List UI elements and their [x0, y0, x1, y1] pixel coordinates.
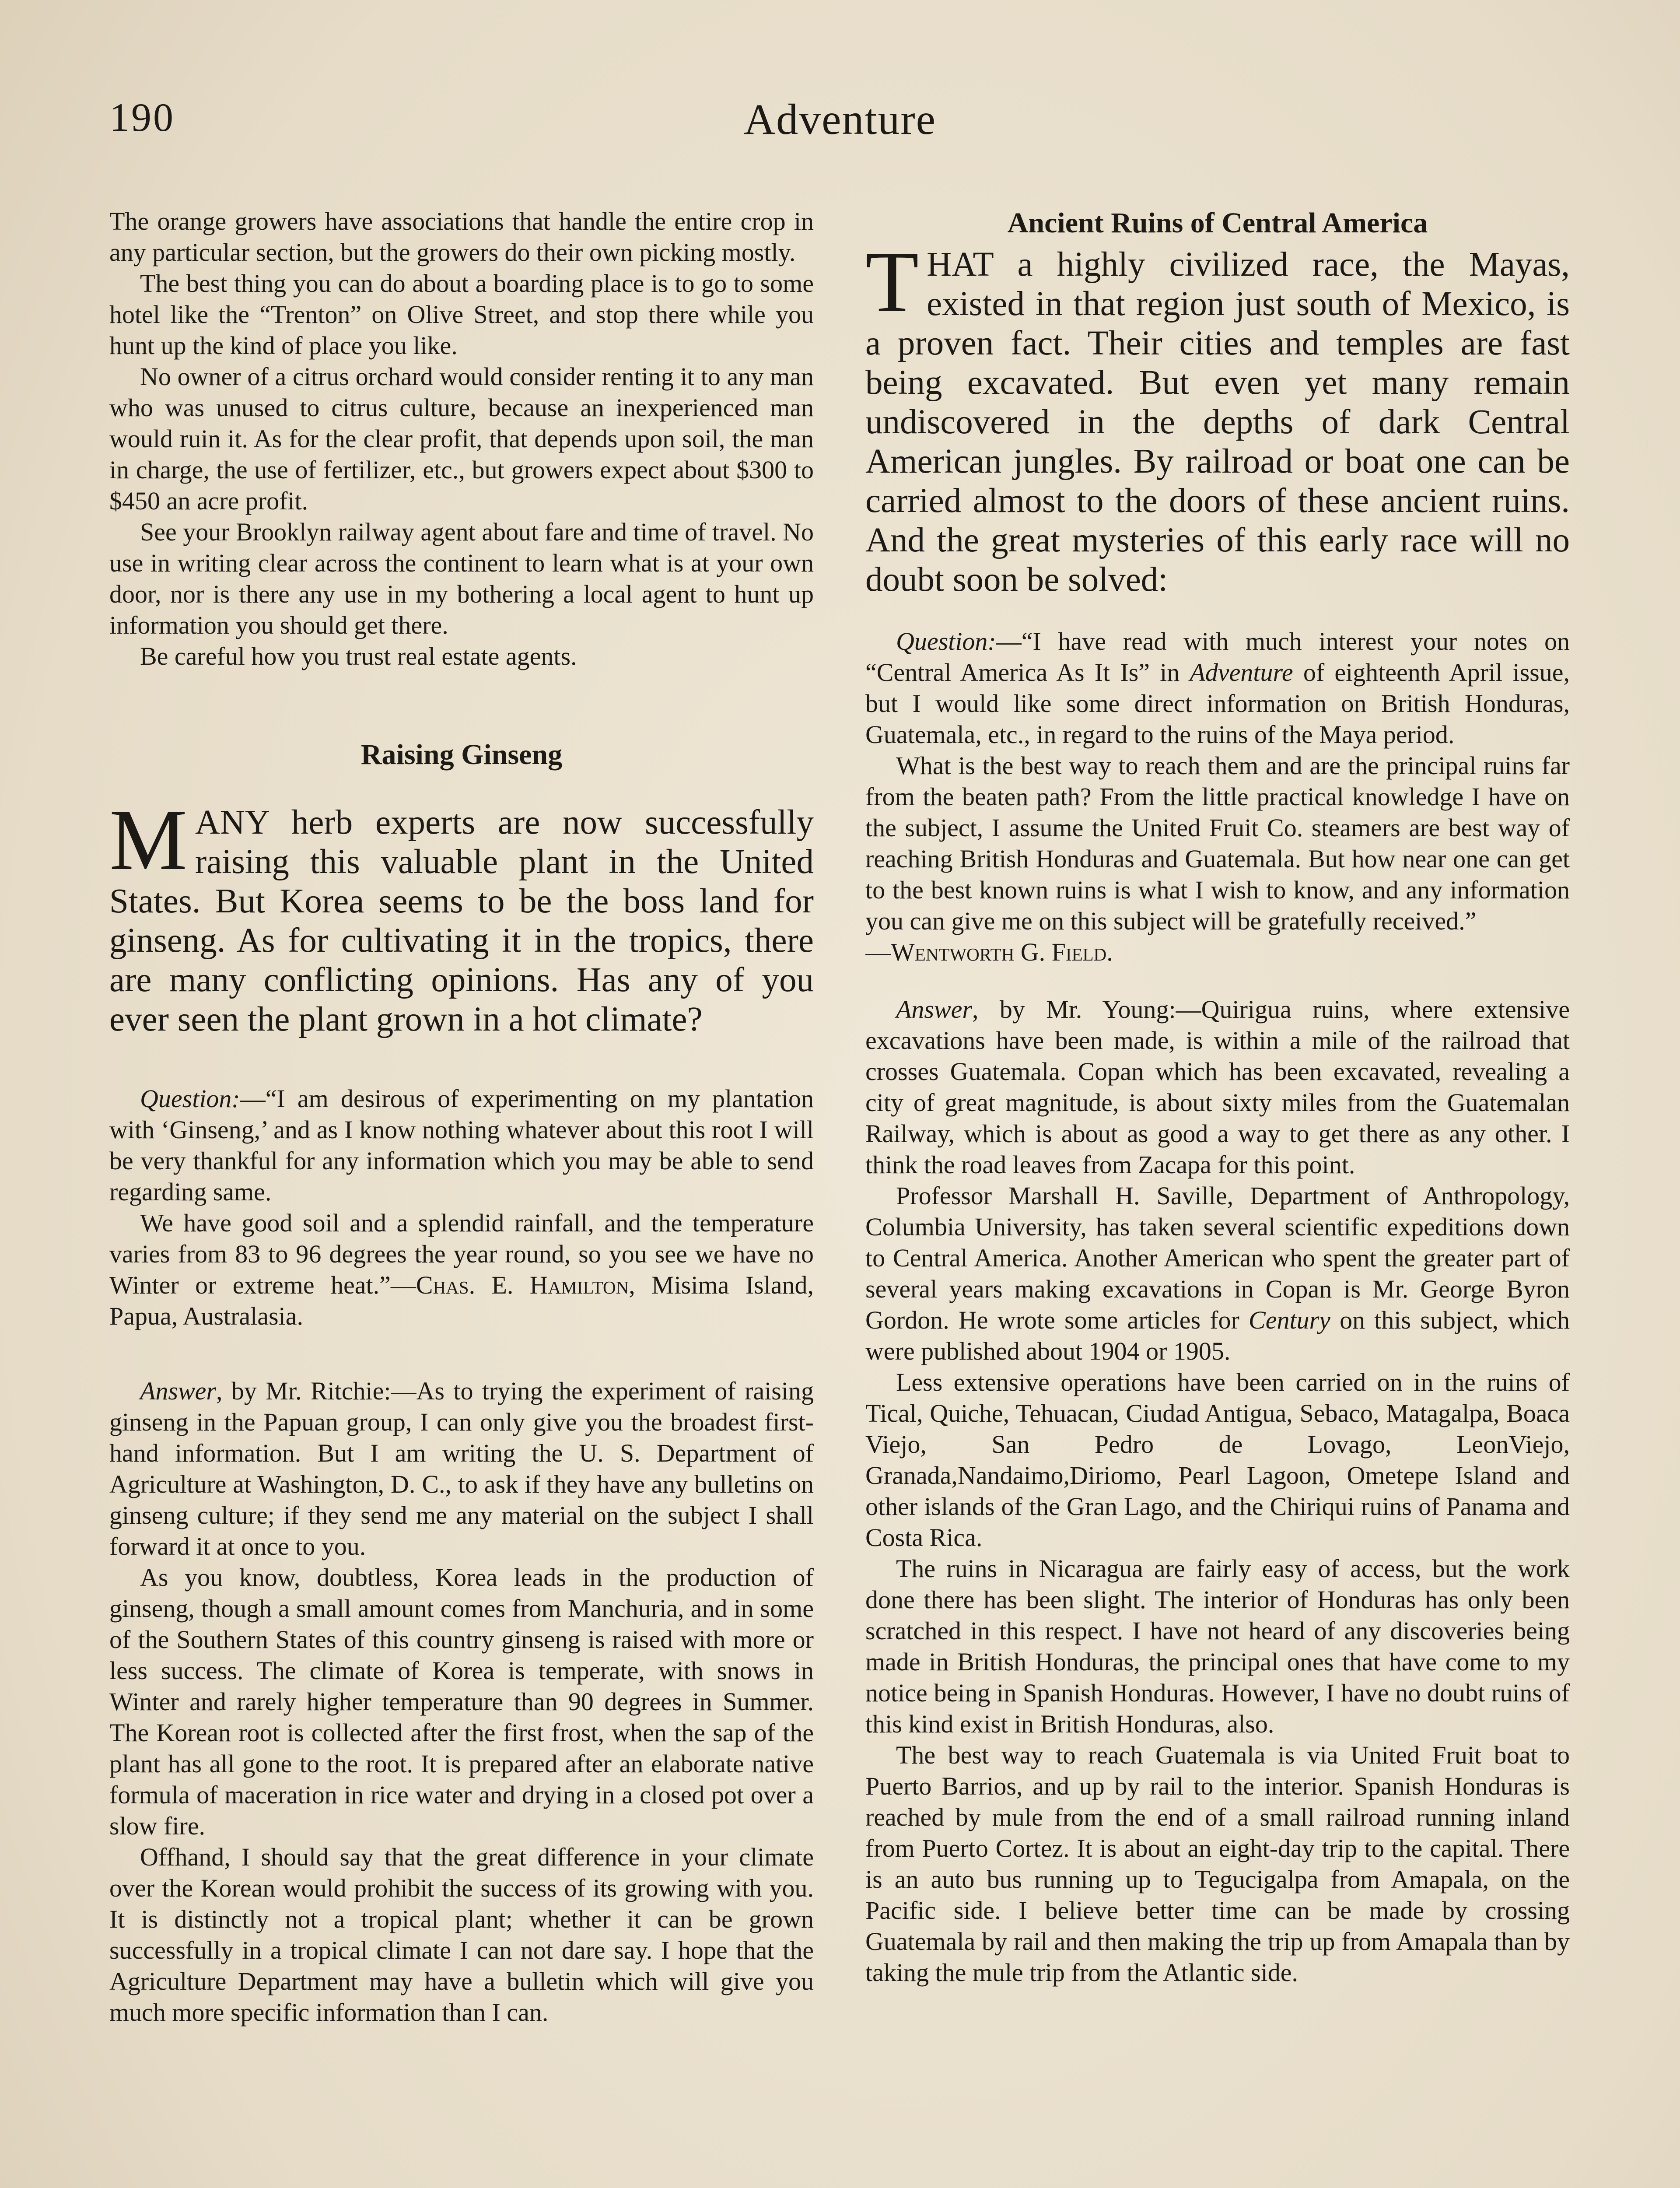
- drop-cap: T: [865, 234, 919, 330]
- answer-text: , by Mr. Young:—Quirigua ruins, where extensive excavations have been made, is within a mile of the railroad that crosses Guatemala. Copan which has been excavated, revealing a city of great magnitude, is about sixty miles from the Guatemalan Railway, which is about as good a way to get there as any other. I think the road leaves from Zacapa for this point.: [865, 995, 1570, 1179]
- answer-paragraph: [865, 1180, 1570, 1367]
- question-label: Question:: [140, 1084, 240, 1113]
- question-paragraph: [865, 626, 1570, 750]
- magazine-title: Adventure: [1190, 658, 1293, 687]
- answer-paragraph: [109, 1375, 814, 1562]
- question-label: Question:: [896, 627, 996, 656]
- answer-label: Answer: [896, 995, 972, 1024]
- paragraph: No owner of a citrus orchard would consider renting it to any man who was unused to citrus culture, because an inexperienced man would ruin it. As for the clear profit, that depends upon soil, the man in charge, the use of fertilizer, etc., but growers expect about $300 to $450 an acre profit.: [109, 362, 814, 515]
- left-column: [109, 206, 814, 2188]
- intro-text: ANY herb experts are now successfully raising this valuable plant in the United States. But Korea seems to be the boss land for ginseng. As for cultivating it in the tropics, there are many conflicting opinions. Has any of you ever seen the plant grown in a hot climate?: [109, 803, 814, 1038]
- answer-text: , by Mr. Ritchie:—As to trying the experiment of raising ginseng in the Papuan group, I can only give you the broadest first-hand information. But I am writing the U. S. Department of Agriculture at Washington, D. C., to ask if they have any bulletins on ginseng culture; if they send me any material on the subject I shall forward it at once to you.: [109, 1377, 814, 1560]
- drop-cap: M: [109, 792, 187, 888]
- question-paragraph: [109, 1207, 814, 1332]
- question-signature: —Wentworth G. Field.: [865, 938, 1113, 966]
- answer-paragraph: The best way to reach Guatemala is via United Fruit boat to Puerto Barrios, and up by rail to the interior. Spanish Honduras is reached by mule from the end of a small railroad running inland from Puerto Cortez. It is about an eight-day trip to the capital. There is an auto bus running up to Tegucigalpa from Amapala, on the Pacific side. I believe better time can be made by crossing Guatemala by rail and then making the trip up from Amapala than by taking the mule trip from the Atlantic side.: [865, 1741, 1570, 1987]
- section-title-ruins: Ancient Ruins of Central America: [1007, 207, 1428, 239]
- paragraph: See your Brooklyn railway agent about fare and time of travel. No use in writing clear across the continent to learn what is at your own door, nor is there any use in my bothering a local agent to hunt up information you should get there.: [109, 518, 814, 639]
- answer-paragraph: [865, 994, 1570, 1180]
- question-text: We have good soil and a splendid rainfall, and the temperature varies from 83 to 96 degrees the year round, so you see we have no Winter or extreme heat.”—: [109, 1209, 814, 1299]
- question-paragraph: What is the best way to reach them and are the principal ruins far from the beaten path? From the little practical knowledge I have on the subject, I assume the United Fruit Co. steamers are best way of reaching British Honduras and Guatemala. But how near one can get to the best known ruins is what I wish to know, and any information you can give me on this subject will be gratefully received.”: [865, 751, 1570, 935]
- paragraph: Be careful how you trust real estate agents.: [140, 642, 577, 670]
- paragraph: The orange growers have associations that handle the entire crop in any particular section, but the growers do their own picking mostly.: [109, 207, 814, 266]
- question-location: , Misima Island, Papua, Australasia.: [109, 1271, 814, 1330]
- section-intro: [109, 792, 814, 1039]
- question-text: of eighteenth April issue, but I would like some direct information on British Honduras, Guatemala, etc., in regard to the ruins of the Maya period.: [865, 658, 1570, 749]
- answer-text: on this subject, which were published about 1904 or 1905.: [865, 1306, 1570, 1365]
- running-title: Adventure: [743, 95, 937, 144]
- magazine-title: Century: [1249, 1306, 1330, 1334]
- section-intro: [865, 234, 1570, 600]
- intro-text: HAT a highly civilized race, the Mayas, existed in that region just south of Mexico, is a proven fact. Their cities and temples are fast being excavated. But even yet many remain undiscovered in the depths of dark Central American jungles. By railroad or boat one can be carried almost to the doors of these ancient ruins. And the great mysteries of this early race will no doubt soon be solved:: [865, 245, 1570, 599]
- answer-text: Professor Marshall H. Saville, Department of Anthropology, Columbia University, has taken several scientific expeditions down to Central America. Another American who spent the greater part of several years making excavations in Copan is Mr. George Byron Gordon. He wrote some articles for: [865, 1182, 1570, 1334]
- article-columns: [109, 206, 1571, 2188]
- question-text: —“I am desirous of experimenting on my plantation with ‘Ginseng,’ and as I know nothing whatever about this root I will be very thankful for any information which you may be able to send regarding same.: [109, 1084, 814, 1206]
- question-text: —“I have read with much interest your notes on “Central America As It Is” in: [865, 627, 1570, 687]
- question-paragraph: [109, 1083, 814, 1207]
- page-header: [109, 94, 1571, 147]
- answer-paragraph: The ruins in Nicaragua are fairly easy of access, but the work done there has been slight. The interior of Honduras has only been scratched in this respect. I have not heard of any discoveries being made in British Honduras, the principal ones that have come to my notice being in Spanish Honduras. However, I have no doubt ruins of this kind exist in British Honduras, also.: [865, 1554, 1570, 1738]
- page-number: 190: [109, 95, 175, 140]
- section-title-ginseng: Raising Ginseng: [360, 739, 563, 771]
- question-signature: Chas. E. Hamilton: [416, 1271, 629, 1299]
- answer-paragraph: Less extensive operations have been carried on in the ruins of Tical, Quiche, Tehuacan, Ciudad Antigua, Sebaco, Matagalpa, Boaca Viejo, San Pedro de Lovago, LeonViejo, Granada,Nandaimo,Diriomo, Pearl Lagoon, Ometepe Island and other islands of the Gran Lago, and the Chiriqui ruins of Panama and Costa Rica.: [865, 1368, 1570, 1552]
- answer-label: Answer: [140, 1377, 216, 1405]
- answer-paragraph: Offhand, I should say that the great difference in your climate over the Korean would prohibit the success of its growing with you. It is distinctly not a tropical plant; whether it can be grown successfully in a tropical climate I can not dare say. I hope that the Agriculture Department may have a bulletin which will give you much more specific information than I can.: [109, 1843, 814, 2027]
- paragraph: The best thing you can do about a boarding place is to go to some hotel like the “Trenton” on Olive Street, and stop there while you hunt up the kind of place you like.: [109, 269, 814, 360]
- answer-paragraph: As you know, doubtless, Korea leads in the production of ginseng, though a small amount comes from Manchuria, and in some of the Southern States of this country ginseng is raised with more or less success. The climate of Korea is temperate, with snows in Winter and rarely higher temperature than 90 degrees in Summer. The Korean root is collected after the first frost, when the sap of the plant has all gone to the root. It is prepared after an elaborate native formula of maceration in rice water and drying in a closed pot over a slow fire.: [109, 1563, 814, 1840]
- right-column: [865, 206, 1570, 2188]
